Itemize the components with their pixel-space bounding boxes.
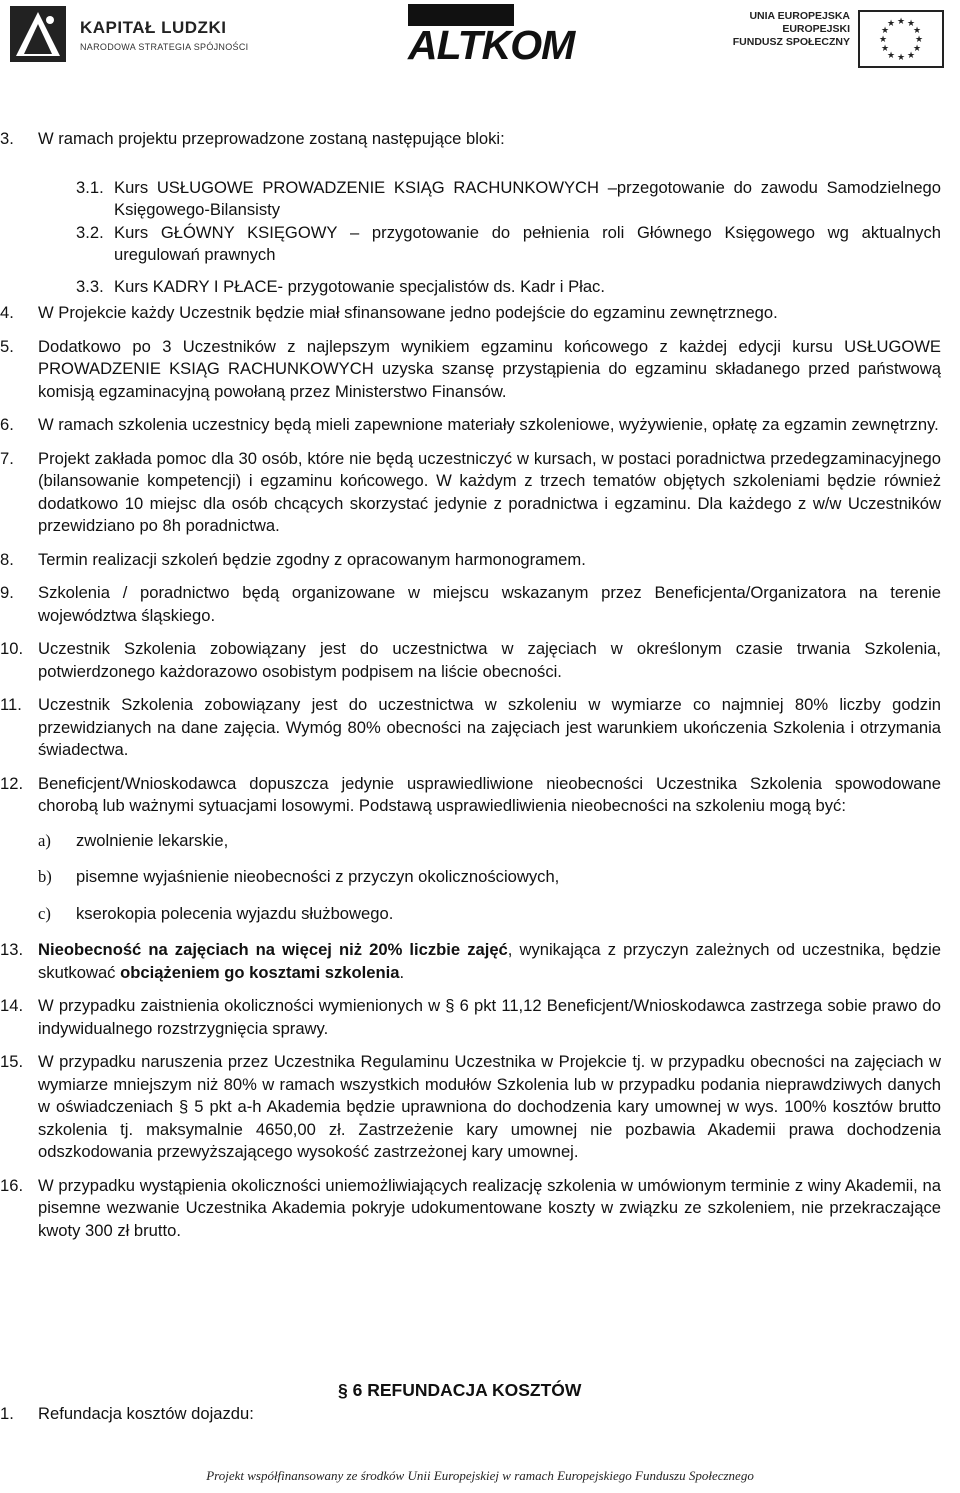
item-text: Dodatkowo po 3 Uczestników z najlepszym wynikiem egzaminu końcowego z każdej edycji kursu USŁUGOWE PROWADZENIE KSIĄG RACHUNKOWYCH uzyska szansę przystąpienia do egzaminu składanego przed państwową komisją egzaminacyjną powołaną przez Ministerstwo Finansów. [38, 336, 941, 401]
item-text: Projekt zakłada pomoc dla 30 osób, które nie będą uczestniczyć w kursach, w postaci poradnictwa przedegzaminacyjnego (bilansowanie kompetencji) i egzaminu końcowego. W każdym z trzech tematów objętych szkoleniami będzie również dodatkowo 10 miejsc dla osób chcących skorzystać jedynie z poradnictwa i egzaminu. Dla każdego z w/w Uczestników przewidziano po 8h poradnictwa. [38, 448, 941, 535]
item-text: W ramach projektu przeprowadzone zostaną następujące bloki: [38, 129, 505, 148]
item-text-1: , wynikająca z przyczyn zależnych od uczestnika, będzie skutkować [38, 940, 942, 982]
list-subitem-c [0, 903, 960, 926]
item-text: Szkolenia / poradnictwo będą organizowane w miejscu wskazanym przez Beneficjenta/Organizatora na terenie województwa śląskiego. [38, 583, 941, 625]
item-number: 3.3. [76, 276, 104, 296]
document-body [0, 128, 960, 1242]
item-number: 10. [0, 639, 24, 658]
item-number: 13. [0, 940, 24, 959]
page-header [0, 0, 960, 90]
item-letter: c) [38, 903, 51, 923]
item-text: W przypadku zaistnienia okoliczności wymienionych w § 6 pkt 11,12 Beneficjent/Wnioskodawca zastrzega sobie prawo do indywidualnego rozstrzygnięcia sprawy. [38, 996, 941, 1038]
item-text: pisemne wyjaśnienie nieobecności z przyczyn okolicznościowych, [76, 867, 560, 886]
svg-text:★: ★ [886, 19, 896, 29]
item-number: 1. [0, 1404, 14, 1423]
item-text: Uczestnik Szkolenia zobowiązany jest do uczestnictwa w zajęciach w określonym czasie trwania Szkolenia, potwierdzonego każdorazowo osobistym podpisem na liście obecności. [38, 639, 941, 681]
item-number: 3. [0, 129, 14, 148]
item-text: zwolnienie lekarskie, [76, 830, 229, 850]
list-item-8 [0, 549, 960, 572]
eu-flag-icon [858, 10, 944, 68]
item-number: 4. [0, 303, 14, 322]
list-item-3-2 [0, 222, 960, 267]
item-number: 12. [0, 773, 24, 793]
item-number: 8. [0, 549, 14, 569]
item-text: Kurs USŁUGOWE PROWADZENIE KSIĄG RACHUNKOWYCH –przegotowanie do zawodu Samodzielnego Księgowego-Bilansisty [114, 177, 941, 219]
list-subitem-b [0, 866, 960, 889]
item-number: 3.1. [76, 177, 104, 197]
svg-text:★: ★ [880, 26, 890, 36]
svg-text:★: ★ [896, 53, 906, 63]
list-item-11 [0, 694, 960, 762]
item-letter: b) [38, 867, 52, 886]
list-item-13 [0, 939, 960, 984]
kapital-ludzki-emblem-icon [10, 6, 66, 62]
item-number: 9. [0, 583, 14, 602]
eu-logo-text [728, 10, 850, 49]
svg-text:★: ★ [880, 44, 890, 54]
eu-line-2: EUROPEJSKI [782, 23, 850, 35]
list-item-14 [0, 995, 960, 1040]
item-text: Kurs KADRY I PŁACE- przygotowanie specjalistów ds. Kadr i Płac. [114, 276, 605, 296]
item-text: kserokopia polecenia wyjazdu służbowego. [76, 903, 394, 923]
item-number: 7. [0, 448, 14, 468]
item-text: Kurs GŁÓWNY KSIĘGOWY – przygotowanie do pełnienia roli Głównego Księgowego wg aktualnych uregulowań prawnych [114, 222, 941, 264]
list-item-4 [0, 302, 960, 325]
kapital-ludzki-subtitle: NARODOWA STRATEGIA SPÓJNOŚCI [80, 42, 249, 52]
list-subitem-a [0, 830, 960, 853]
item-number: 14. [0, 996, 24, 1015]
item-text: W przypadku wystąpienia okoliczności uniemożliwiających realizację szkolenia w umówionym terminie z winy Akademii, na pisemne wezwanie Uczestnika Akademia pokryje udokumentowane koszty w związku ze szkoleniem, nie przekraczające kwoty 300 zł brutto. [38, 1175, 941, 1240]
kapital-ludzki-logo [10, 6, 249, 62]
altkom-logo [408, 4, 575, 80]
eu-line-1: UNIA EUROPEJSKA [749, 10, 850, 22]
item-bold-text-2: obciążeniem go kosztami szkolenia [120, 962, 400, 982]
eu-line-3: FUNDUSZ SPOŁECZNY [732, 36, 850, 48]
item-number: 5. [0, 336, 14, 356]
item-text: W przypadku naruszenia przez Uczestnika Regulaminu Uczestnika w Projekcie tj. w przypadku obecności na zajęciach w wymiarze mniejszym niż 80% w ramach wszystkich modułów Szkolenia lub w przypadku podania nieprawdziwych danych w oświadczeniach § 5 pkt a-h Akademia będzie uprawniona do dochodzenia kary umownej w wys. 100% kosztów brutto szkolenia tj. maksymalnie 4650,00 zł. Zastrzeżenie kary umownej nie pozbawia Akademii prawa dochodzenia odszkodowania przewyższającego wysokość zastrzeżonej kary umownej. [38, 1052, 941, 1161]
svg-text:★: ★ [906, 51, 916, 61]
item-text: Beneficjent/Wnioskodawca dopuszcza jedynie usprawiedliwione nieobecności Uczestnika Szkolenia spowodowane chorobą lub ważnymi sytuacjami losowymi. Podstawą usprawiedliwienia nieobecności na szkoleniu mogą być: [38, 773, 941, 815]
svg-text:★: ★ [912, 44, 922, 54]
list-item-7 [0, 448, 960, 538]
svg-text:★: ★ [906, 19, 916, 29]
item-letter: a) [38, 830, 51, 850]
item-text: Termin realizacji szkoleń będzie zgodny z opracowanym harmonogramem. [38, 549, 586, 569]
list-item-15 [0, 1051, 960, 1164]
list-item-5 [0, 336, 960, 404]
item-text-2: . [399, 962, 405, 982]
item-number: 11. [0, 695, 22, 714]
kapital-ludzki-title: KAPITAŁ LUDZKI [80, 18, 227, 37]
section-list-item-1 [0, 1403, 254, 1426]
eu-logo [728, 10, 948, 70]
svg-text:★: ★ [878, 35, 888, 45]
list-item-10 [0, 638, 960, 683]
item-text: Refundacja kosztów dojazdu: [38, 1404, 254, 1423]
altkom-logo-text: ALTKOM [408, 22, 575, 68]
item-number: 15. [0, 1052, 24, 1071]
svg-text:★: ★ [912, 26, 922, 36]
list-item-9 [0, 582, 960, 627]
svg-text:★: ★ [914, 35, 924, 45]
svg-text:★: ★ [896, 17, 906, 27]
item-number: 16. [0, 1175, 24, 1195]
list-item-6 [0, 414, 960, 437]
list-item-3 [0, 128, 960, 151]
list-item-3-3 [0, 276, 960, 299]
page-footer: Projekt współfinansowany ze środków Unii Europejskiej w ramach Europejskiego Funduszu Społecznego [206, 1468, 754, 1483]
section-heading: § 6 REFUNDACJA KOSZTÓW [338, 1380, 582, 1400]
item-text: W ramach szkolenia uczestnicy będą mieli zapewnione materiały szkoleniowe, wyżywienie, opłatę za egzamin zewnętrzny. [38, 415, 939, 434]
list-item-16 [0, 1175, 960, 1243]
svg-text:★: ★ [886, 51, 896, 61]
item-number: 6. [0, 415, 14, 434]
item-number: 3.2. [76, 222, 104, 242]
list-item-3-1 [0, 177, 960, 222]
list-item-12 [0, 773, 960, 818]
item-bold-text-1: Nieobecność na zajęciach na więcej niż 20% liczbie zajęć [38, 940, 508, 959]
item-text: W Projekcie każdy Uczestnik będzie miał sfinansowane jedno podejście do egzaminu zewnętrznego. [38, 303, 778, 322]
item-text: Uczestnik Szkolenia zobowiązany jest do uczestnictwa w szkoleniu w wymiarze co najmniej 80% liczby godzin przewidzianych na dane zajęcia. Wymóg 80% obecności na zajęciach jest warunkiem ukończenia Szkolenia i otrzymania świadectwa. [38, 695, 941, 759]
